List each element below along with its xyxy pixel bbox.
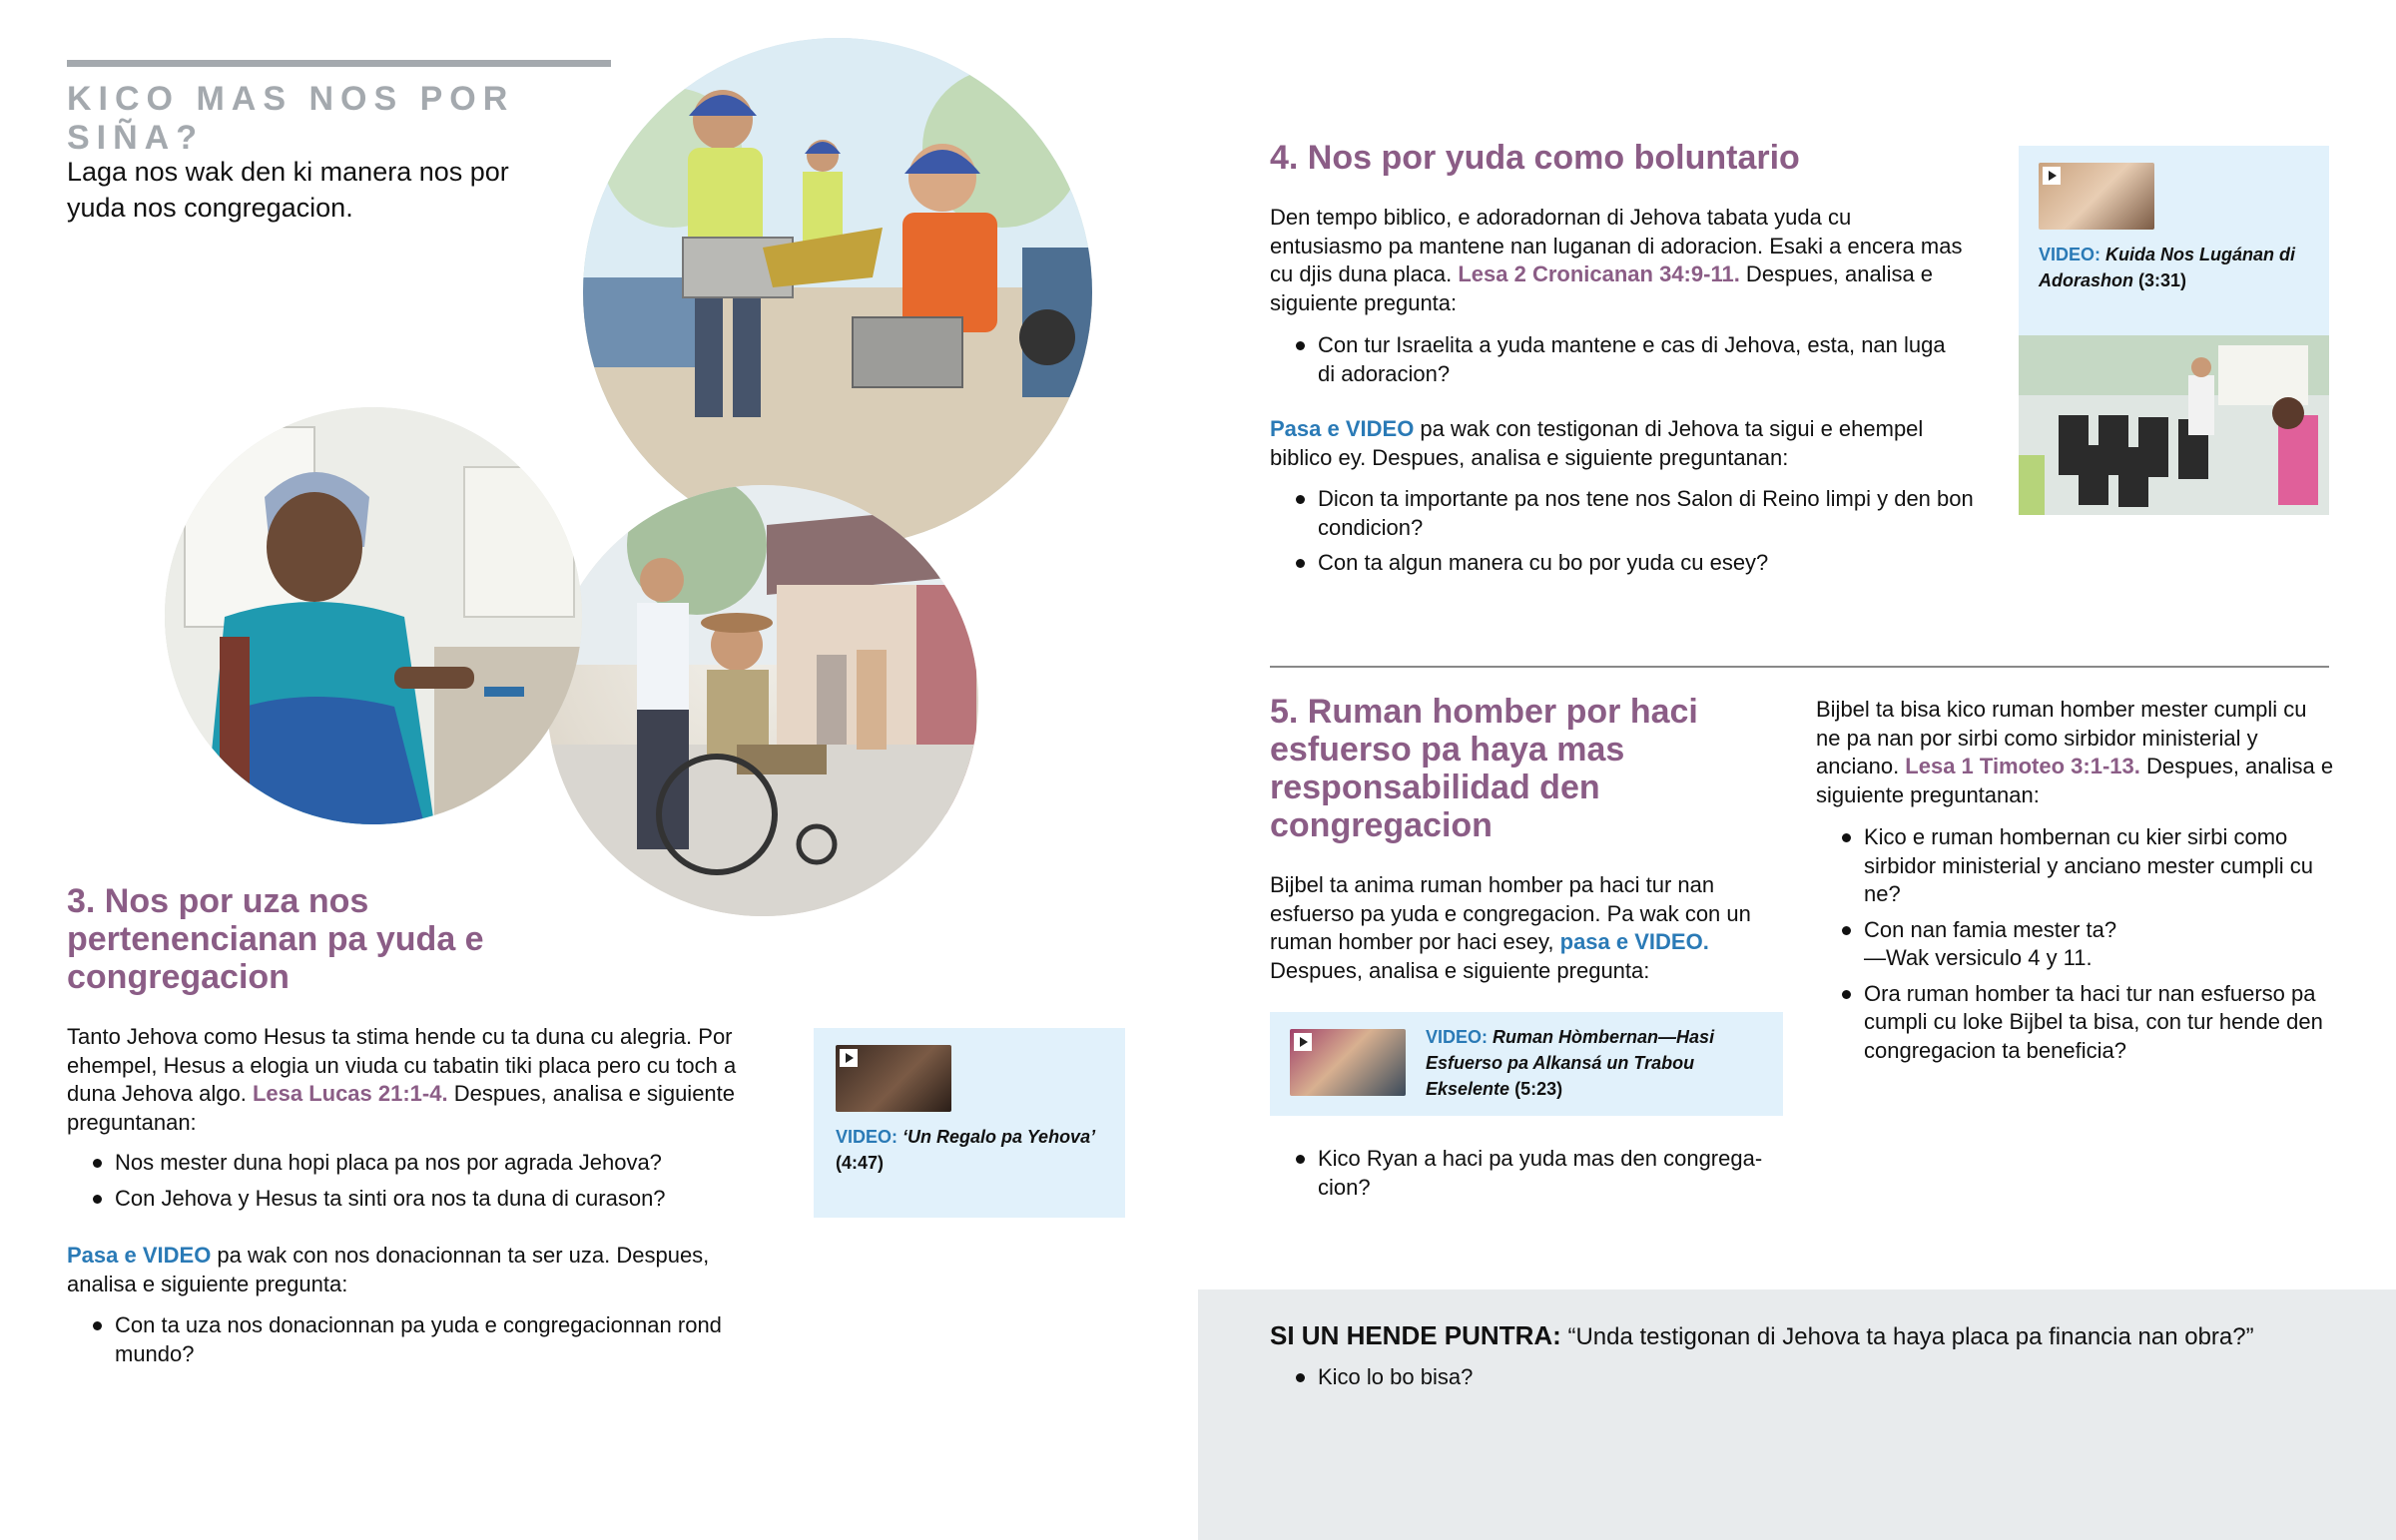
scripture-reference-link[interactable]: Lesa 1 Timoteo 3:1-13. [1905,754,2140,778]
si-un-hende-lead: SI UN HENDE PUNTRA: [1270,1320,1561,1350]
section5-questions-1 [1270,1145,1789,1209]
section4-questions-1 [1270,331,1959,395]
question-item: Dicon ta importante pa nos tene nos Salon di Reino limpi y den bon condicion? [1270,485,1989,542]
header-rule [67,60,611,67]
bullet-icon [1842,926,1851,935]
section5-questions-2 [1816,823,2335,1072]
construction-illustration [583,38,1092,547]
video-caption: VIDEO: ‘Un Regalo pa Yehova’ (4:47) [836,1127,1096,1173]
bullet-icon [1296,341,1305,350]
section5-paragraph2 [1816,696,2335,809]
question-item: Con ta uza nos donacionnan pa yuda e congregacionnan rond mundo? [67,1311,746,1368]
intro-text: Laga nos wak den ki manera nos por yuda nos congregacion. [67,157,509,223]
section3-para1-text-end: Despues, analisa e siguiente preguntanan: [67,1081,736,1135]
bullet-icon [1296,1155,1305,1164]
bullet-icon [1296,495,1305,504]
bullet-icon [93,1195,102,1204]
question-item: Kico e ruman hombernan cu kier sirbi como sirbidor ministerial y anciano mester cumpli cu ne? [1816,823,2335,909]
video-thumbnail[interactable] [1290,1029,1406,1096]
section5-para2-text-end: Despues, analisa e siguiente preguntanan: [1816,754,2334,807]
section3-title: 3. Nos por uza nos pertenencianan pa yuda e congregacion [67,882,484,996]
question-item: Con nan famia mester ta? —Wak versiculo 4 y 11. [1816,916,2335,973]
section5-para1-text-end: Despues, analisa e siguiente pregunta: [1270,957,1650,983]
question-item: Con tur Israelita a yuda mantene e cas di Jehova, esta, nan luga di adoracion? [1270,331,1959,388]
section-kicker: KICO MAS NOS POR SIÑA? [67,80,515,157]
si-un-hende-question [1270,1315,2348,1357]
section3-paragraph2 [67,1242,766,1298]
play-video-link[interactable]: Pasa e VIDEO [1270,416,1415,441]
play-icon[interactable] [1294,1033,1312,1051]
video-caption: VIDEO: Ruman Hòmbernan—Hasi Esfuerso pa Alkansá un Trabou Ekselente (5:23) [1426,1027,1715,1099]
bullet-icon [93,1321,102,1330]
wheelchair-illustration [547,485,978,916]
play-video-link[interactable]: Pasa e VIDEO [67,1243,212,1268]
section5-para2-text: Bijbel ta bisa kico ruman homber mester cumpli cu ne pa nan por sirbi como sirbidor ministerial y anciano. [1816,697,2307,778]
play-icon[interactable] [2043,167,2061,185]
question-item: Kico Ryan a haci pa yuda mas den congrega-cion? [1270,1145,1789,1202]
scripture-reference-link[interactable]: Lesa 2 Cronicanan 34:9-11. [1458,261,1740,286]
section4-para2-text: pa wak con testigonan di Jehova ta sigui e ehempel biblico ey. Despues, analisa e siguiente preguntanan: [1270,416,1924,470]
bullet-icon [1296,1373,1305,1382]
scripture-reference-link[interactable]: Lesa Lucas 21:1-4. [252,1081,448,1106]
play-video-link[interactable]: pasa e VIDEO. [1559,929,1709,954]
section4-paragraph1 [1270,204,1969,317]
video-thumbnail[interactable] [836,1045,951,1112]
section5-para1-text: Bijbel ta anima ruman homber pa haci tur nan esfuerso pa yuda e congregacion. Pa wak con un ruman homber por haci esey, [1270,872,1751,954]
video-caption: VIDEO: Kuida Nos Lugánan di Adorashon (3:31) [2039,245,2296,290]
section3-questions-1 [67,1149,776,1220]
si-un-hende-text: “Unda testigonan di Jehova ta haya placa pa financia nan obra?” [1560,1323,2254,1350]
section3-video-card[interactable] [814,1028,1125,1218]
section3-questions-2 [67,1311,746,1375]
play-icon[interactable] [840,1049,858,1067]
section4-questions-2 [1270,485,1989,585]
si-un-hende-bullets [1270,1363,2168,1399]
donation-illustration [165,407,582,824]
question-item: Con ta algun manera cu bo por yuda cu esey? [1270,549,1989,578]
section5-title: 5. Ruman homber por haci esfuerso pa haya mas responsabilidad den congregacion [1270,693,1698,844]
video-thumbnail[interactable] [2039,163,2154,230]
section3-para1-text: Tanto Jehova como Hesus ta stima hende cu ta duna cu alegria. Por ehempel, Hesus a elogia un viuda cu tabatin tiki placa pero cu toch a duna Jehova algo. [67,1024,737,1106]
section4-title: 4. Nos por yuda como boluntario [1270,139,1800,177]
question-item: Con Jehova y Hesus ta sinti ora nos ta duna di curason? [67,1185,776,1214]
bullet-icon [93,1159,102,1168]
question-item: Kico lo bo bisa? [1270,1363,2168,1392]
section-divider [1270,666,2329,668]
section4-paragraph2 [1270,415,1969,472]
section5-paragraph1 [1270,871,1789,985]
section4-para1-text-end: Despues, analisa e siguiente pregunta: [1270,261,1934,315]
kingdom-hall-cleaning-photo [2019,335,2329,515]
question-item: Ora ruman homber ta haci tur nan esfuerso pa cumpli cu loke Bijbel ta bisa, con tur hende den congregacion ta beneficia? [1816,980,2335,1066]
section4-video-card[interactable] [2019,146,2329,335]
section3-para2-text: pa wak con nos donacionnan ta ser uza. Despues, analisa e siguiente pregunta: [67,1243,710,1296]
bullet-icon [1296,559,1305,568]
section5-video-card[interactable] [1270,1012,1783,1116]
bullet-icon [1842,990,1851,999]
question-item: Nos mester duna hopi placa pa nos por agrada Jehova? [67,1149,776,1178]
bullet-icon [1842,833,1851,842]
section4-para1-text: Den tempo biblico, e adoradornan di Jehova tabata yuda cu entusiasmo pa mantene nan luganan di adoracion. Esaki a encera mas cu djis duna placa. [1270,205,1963,286]
section3-paragraph1 [67,1023,776,1137]
